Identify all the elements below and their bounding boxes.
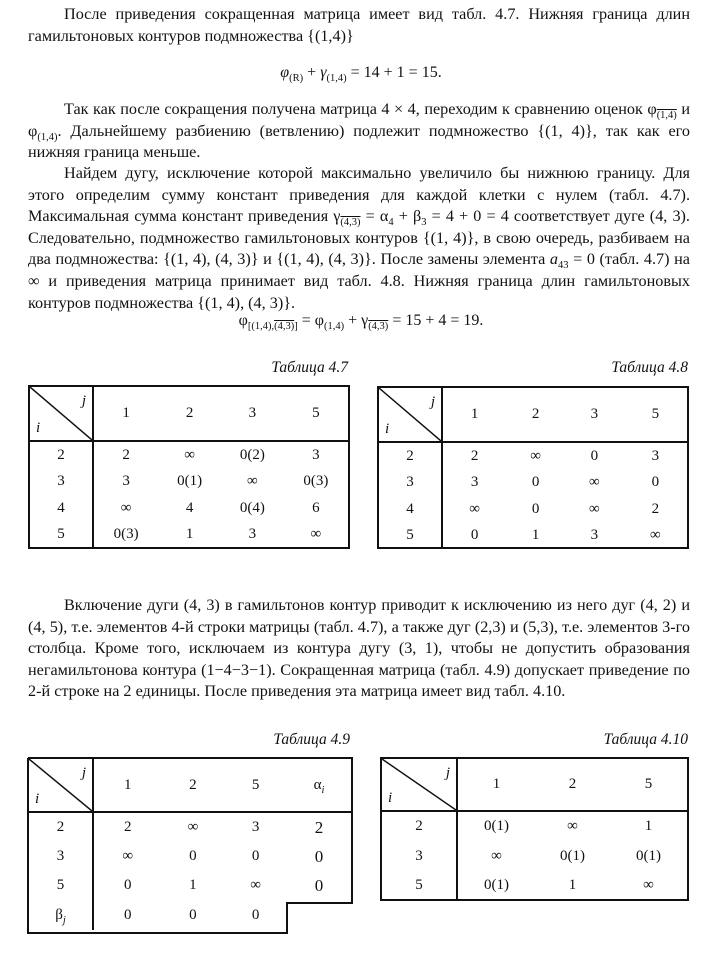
table-row: 5 0(1) 1 ∞ [381, 871, 688, 900]
col-header: 5 [224, 759, 287, 812]
formula-1: $\varphi_{(R)} + \gamma_{(1,4)} = 14 + 1 = 15$. [280, 64, 442, 84]
col-header: 3 [221, 386, 284, 441]
table-4-9-caption: Таблица 4.9 [273, 731, 350, 748]
table-row: 3 ∞ 0 0 0 [29, 842, 351, 871]
table-4-7 [28, 385, 350, 549]
table-4-10 [380, 757, 689, 901]
diagonal-header-cell: j i [381, 758, 457, 811]
table-row: 2 2 ∞ 0(2) 3 [29, 441, 349, 468]
table-row: 3 3 0(1) ∞ 0(3) [29, 468, 349, 495]
col-header: 5 [610, 758, 688, 811]
col-header: 5 [624, 387, 688, 442]
formula-2: $\varphi_{[(1,4),(4,3)]} = \varphi_{(1,4)} + \gamma_{(4,3)} = 15 + 4 = 19$. [238, 312, 484, 332]
table-4-8-caption: Таблица 4.8 [611, 359, 688, 376]
col-header: 2 [506, 387, 565, 442]
beta-row: $\beta_j$ 0 0 0 [29, 900, 351, 930]
table-row: 5 0(3) 1 3 ∞ [29, 522, 349, 548]
col-header: 1 [93, 386, 158, 441]
table-row: 3 ∞ 0(1) 0(1) [381, 841, 688, 871]
col-header-alpha: $\alpha_i$ [287, 759, 351, 812]
diagonal-header-cell: j i [29, 386, 93, 441]
paragraph-1-text: После приведения сокращенная матрица имеет вид табл. 4.7. Нижняя граница длин гамильтоновых контуров подмножества {(1,4)} [28, 5, 690, 45]
paragraph-2: Так как после сокращения получена матрица 4 × 4, переходим к сравнению оценок $\varphi_{(1,4)}$ и $\varphi_{(1,4)}$. Дальнейшему разбиению (ветвлению) подлежит подмножество {(1, 4)}, так как его нижняя граница меньше. [28, 100, 690, 162]
table-4-10-caption: Таблица 4.10 [603, 731, 688, 748]
col-header: 1 [442, 387, 506, 442]
col-header: 2 [535, 758, 610, 811]
diagonal-header-cell: j i [378, 387, 442, 442]
table-row: 2 2 ∞ 0 3 [378, 442, 688, 469]
col-header: 2 [158, 386, 221, 441]
col-header: 1 [93, 759, 162, 812]
table-4-7-caption: Таблица 4.7 [271, 359, 348, 376]
paragraph-4: Включение дуги (4, 3) в гамильтонов контур приводит к исключению из него дуг (4, 2) и (4, 5), т.е. элементов 4-й строки матрицы (табл. 4.7), а также дуг (2,3) и (5,3), т.е. элементов 3-го столбца. Кроме того, исключаем из контура дугу (3, 1), чтобы не допустить образования негамильтонова контура (1−4−3−1). Сокращенная матрица (табл. 4.9) допускает приведение по 2-й строке на 2 единицы. После приведения эта матрица имеет вид табл. 4.10. [28, 596, 690, 701]
col-header: 2 [162, 759, 225, 812]
table-4-8 [377, 386, 689, 549]
table-row: 4 ∞ 0 ∞ 2 [378, 496, 688, 523]
table-row: 5 0 1 ∞ 0 [29, 871, 351, 900]
table-row: 3 3 0 ∞ 0 [378, 469, 688, 496]
table-row: 4 ∞ 4 0(4) 6 [29, 495, 349, 522]
col-header: 1 [457, 758, 535, 811]
table-row: 2 2 ∞ 3 2 [29, 812, 351, 842]
col-header: 5 [284, 386, 349, 441]
diagonal-header-cell: j i [29, 759, 93, 812]
table-4-9 [29, 759, 351, 930]
table-row: 2 0(1) ∞ 1 [381, 811, 688, 841]
table-row: 5 0 1 3 ∞ [378, 523, 688, 548]
paragraph-1 [28, 4, 690, 47]
paragraph-3: Найдем дугу, исключение которой максимально увеличило бы нижнюю границу. Для этого определим сумму констант приведения для каждой клетки с нулем (табл. 4.7). Максимальная сумма констант приведения $\gamma_{(4,3)} = \alpha_4 + \beta_3 = 4 + 0 = 4$ соответствует дуге (4, 3). Следовательно, подмножество гамильтоновых контуров {(1, 4)}, в свою очередь, разбиваем на два подмножества: {(1, 4), (4, 3)} и {(1, 4), (4, 3)}. После замены элемента $a_{43} = 0$ (табл. 4.7) на ∞ и приведения матрица принимает вид табл. 4.8. Нижняя граница длин гамильтоновых контуров подмножества {(1, 4), (4, 3)}. [28, 164, 690, 312]
col-header: 3 [565, 387, 624, 442]
